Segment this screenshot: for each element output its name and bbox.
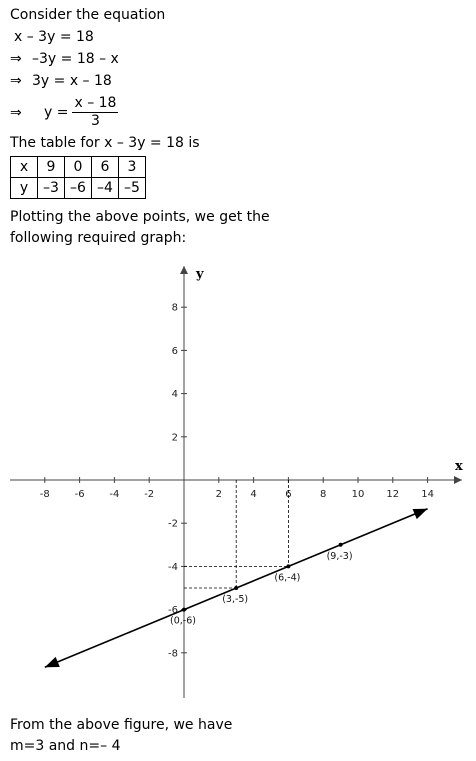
y-tick-label: 8	[171, 302, 178, 314]
implies-arrow-icon: ⇒	[10, 51, 22, 67]
x-tick-label: 12	[386, 489, 400, 500]
table-header-y: y	[11, 178, 38, 199]
plot-intro-2: following required graph:	[10, 230, 187, 246]
y-tick-label: -8	[168, 648, 178, 660]
table-cell: –4	[92, 178, 119, 199]
data-point-label: (0,-6)	[170, 615, 196, 627]
line-arrowhead-right-icon	[413, 509, 428, 519]
data-point-label: (6,-4)	[274, 572, 301, 584]
y-axis-arrow-icon	[180, 266, 188, 274]
x-tick-label: -8	[39, 489, 50, 500]
y-tick-label: -6	[168, 605, 178, 617]
y-tick-label: 6	[171, 345, 178, 357]
implies-arrow-icon: ⇒	[10, 73, 22, 89]
x-tick-label: -6	[74, 489, 85, 500]
table-cell: 0	[65, 157, 92, 178]
equation-3-text: 3y = x – 18	[32, 73, 112, 89]
conclusion-1: From the above figure, we have	[10, 717, 233, 733]
table-cell: –6	[65, 178, 92, 199]
equation-1: x – 3y = 18	[14, 29, 94, 45]
data-point	[339, 543, 343, 547]
table-cell: 3	[119, 157, 146, 178]
y-tick-label: -2	[168, 518, 178, 530]
y-tick-label: 4	[171, 389, 178, 401]
equation-4-lhs: y =	[44, 104, 69, 121]
x-tick-label: 6	[285, 489, 292, 500]
data-point	[182, 608, 186, 612]
x-tick-label: 14	[421, 489, 434, 500]
points-table	[10, 156, 146, 199]
conclusion-2: m=3 and n=– 4	[10, 738, 121, 754]
table-cell: –3	[38, 178, 65, 199]
x-tick-label: -2	[144, 489, 155, 500]
table-row	[11, 178, 146, 199]
fraction-denominator: 3	[91, 113, 100, 129]
table-row	[11, 157, 146, 178]
table-cell: –5	[119, 178, 146, 199]
y-tick-label: 2	[171, 432, 178, 444]
table-cell: 9	[38, 157, 65, 178]
line-arrowhead-left-icon	[45, 657, 60, 667]
equation-3	[10, 72, 112, 90]
table-cell: 6	[92, 157, 119, 178]
x-tick-label: 10	[351, 489, 365, 500]
fraction	[72, 95, 118, 130]
equation-2-text: –3y = 18 – x	[32, 51, 119, 67]
y-axis-label: y	[196, 267, 204, 282]
y-tick-label: -4	[168, 561, 178, 573]
intro-text: Consider the equation	[10, 7, 166, 23]
implies-arrow-icon: ⇒	[10, 104, 22, 121]
x-tick-label: 2	[215, 489, 222, 500]
fraction-numerator: x – 18	[74, 95, 117, 111]
equation-4	[10, 95, 118, 130]
x-tick-label: 8	[320, 489, 327, 500]
data-point-label: (3,-5)	[222, 594, 249, 605]
table-header-x: x	[11, 157, 38, 178]
equation-2	[10, 50, 119, 68]
data-point	[234, 586, 238, 590]
line-graph	[0, 258, 476, 708]
plot-intro-1: Plotting the above points, we get the	[10, 209, 270, 225]
x-tick-label: 4	[250, 489, 257, 500]
table-intro: The table for x – 3y = 18 is	[10, 135, 200, 151]
data-point-label: (9,-3)	[326, 550, 353, 562]
x-tick-label: -4	[109, 489, 120, 500]
x-axis-label: x	[455, 459, 463, 474]
data-point	[286, 564, 290, 568]
x-axis-arrow-icon	[454, 476, 462, 484]
